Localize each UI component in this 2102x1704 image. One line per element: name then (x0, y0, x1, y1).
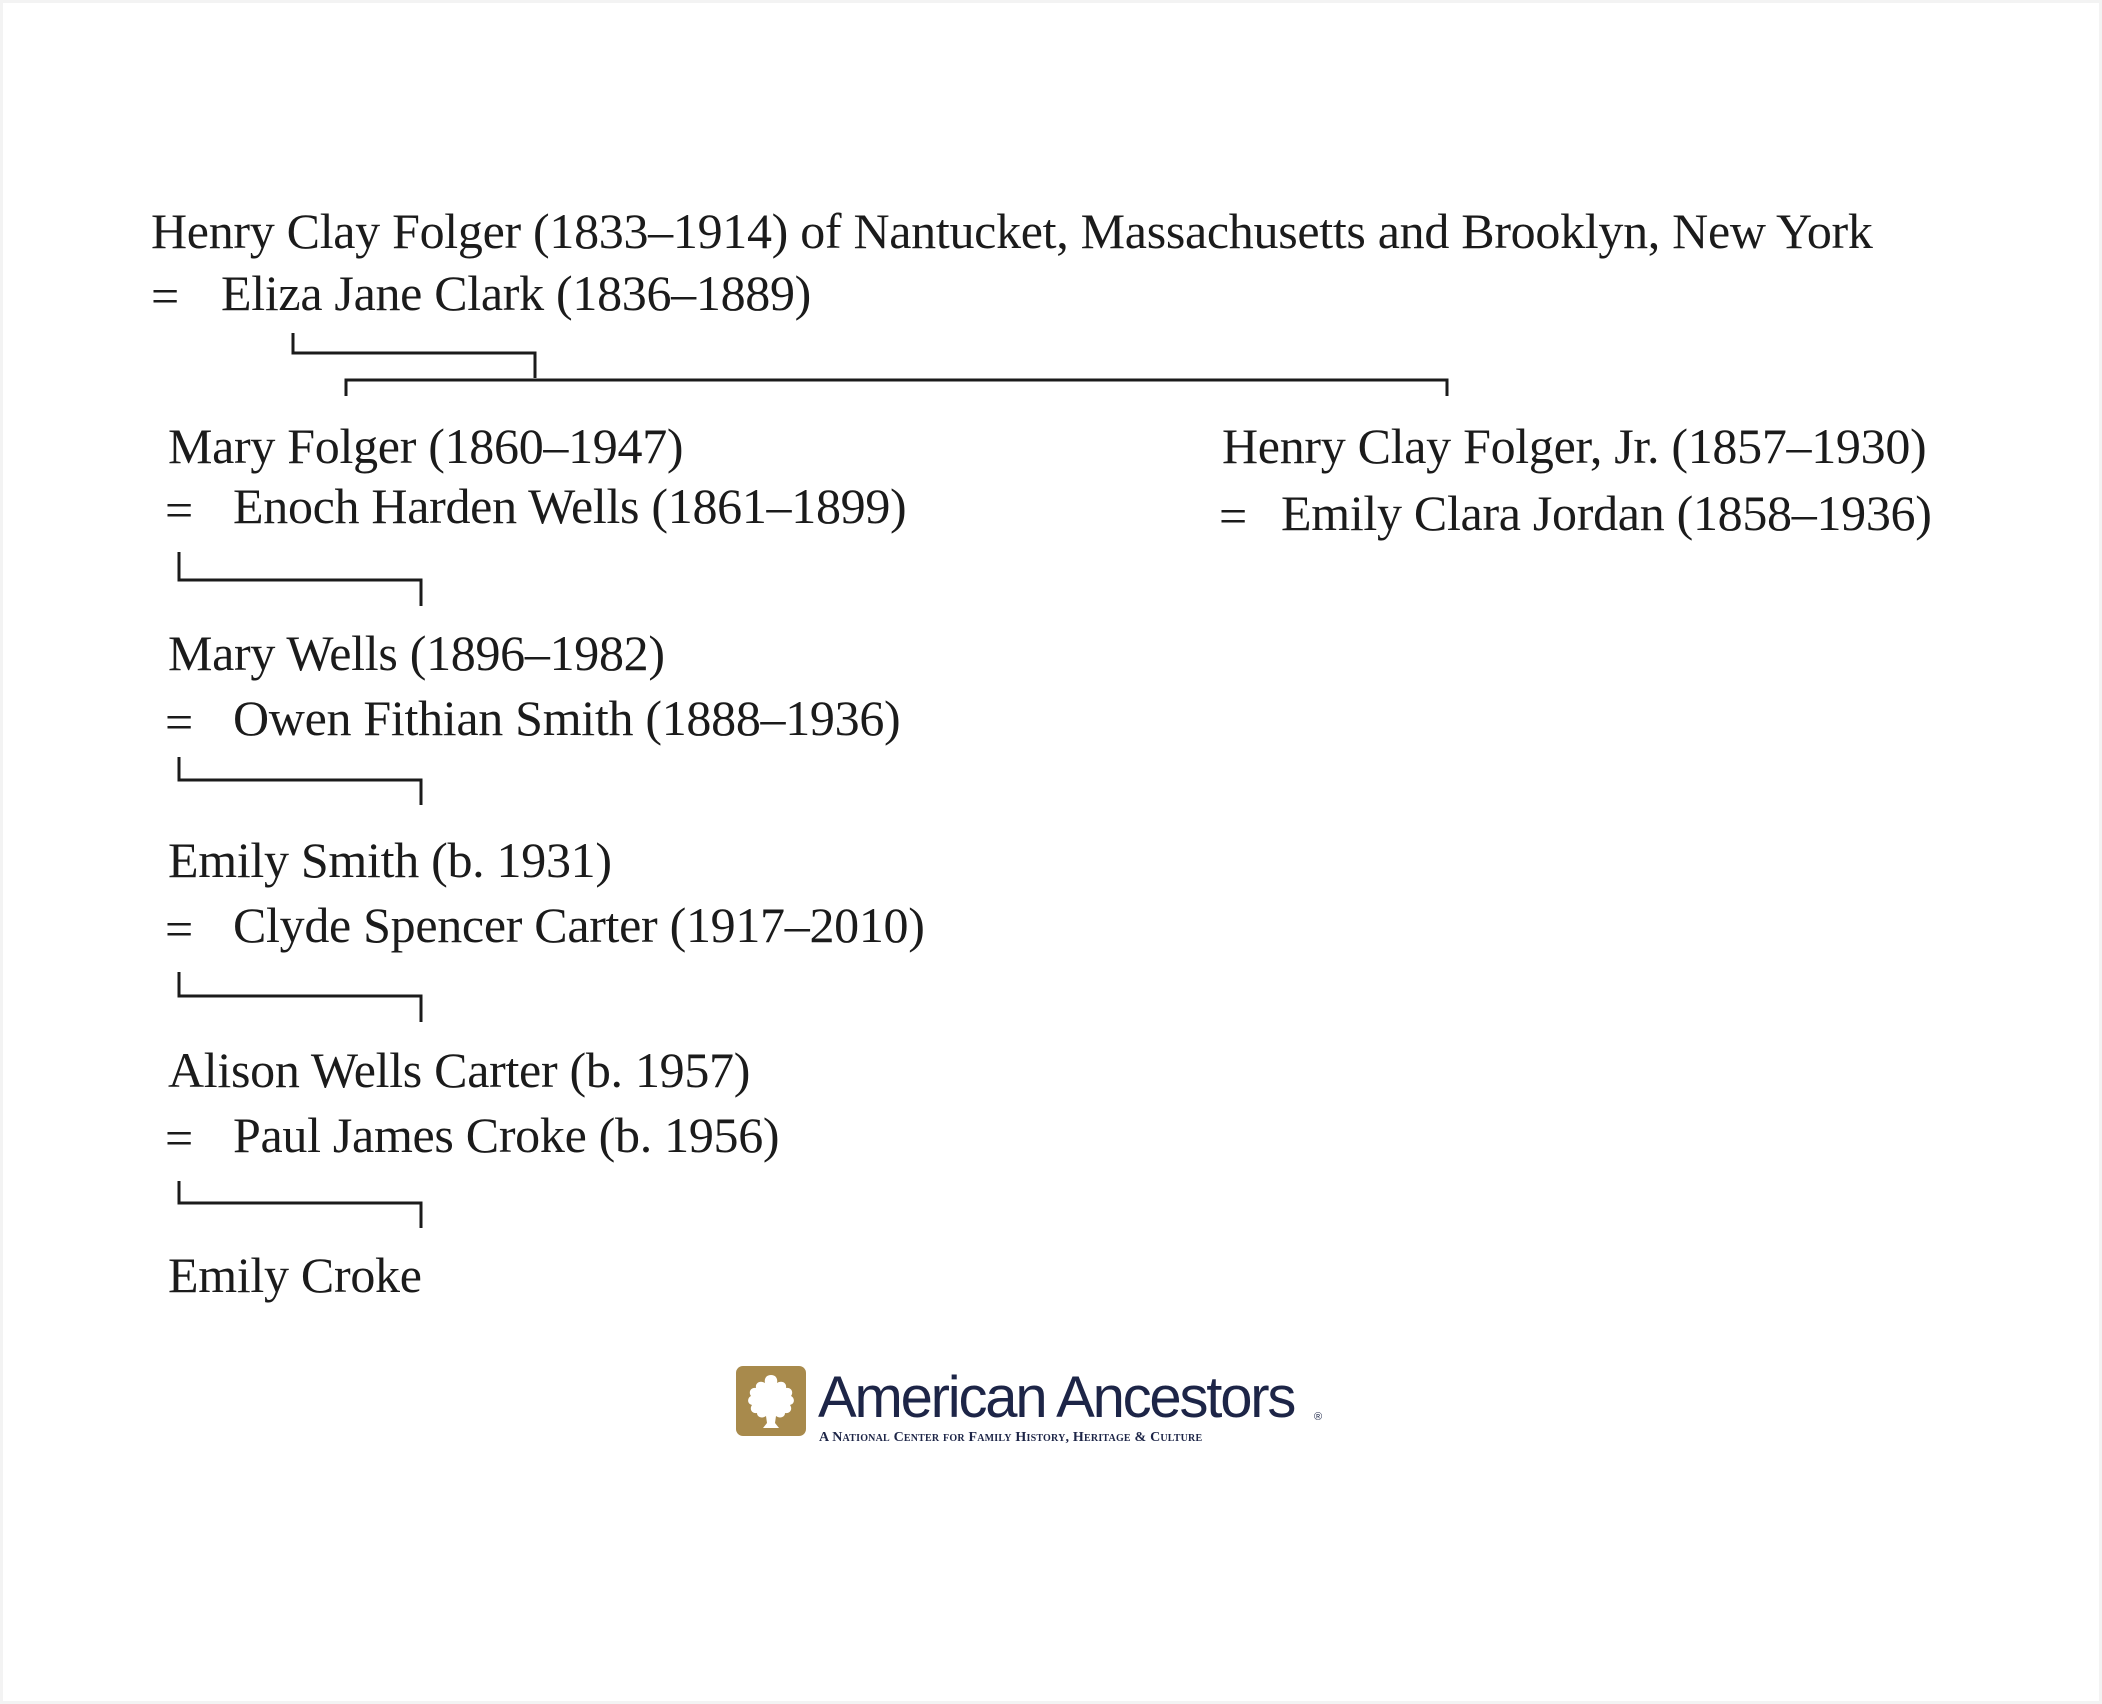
connector-gen-5 (179, 1181, 421, 1228)
sibling-bar (346, 380, 1447, 396)
gen3-spouse: Clyde Spencer Carter (1917–2010) (233, 897, 925, 953)
right-person: Henry Clay Folger, Jr. (1857–1930) (1222, 418, 1927, 474)
gen4-person: Alison Wells Carter (b. 1957) (168, 1042, 751, 1098)
marriage-symbol: = (1219, 488, 1248, 544)
connector-gen-3 (179, 757, 421, 805)
brand-name: American Ancestors (818, 1365, 1295, 1430)
genealogy-chart (3, 3, 2099, 1701)
gen5-person: Emily Croke (168, 1247, 422, 1303)
connector-gen-4 (179, 972, 421, 1022)
american-ancestors-logo (736, 1366, 1326, 1446)
marriage-symbol: = (165, 901, 194, 957)
gen1-spouse: Enoch Harden Wells (1861–1899) (233, 478, 907, 534)
gen1-person: Mary Folger (1860–1947) (168, 418, 684, 474)
gen4-spouse: Paul James Croke (b. 1956) (233, 1107, 780, 1163)
gen2-spouse: Owen Fithian Smith (1888–1936) (233, 690, 901, 746)
marriage-symbol: = (165, 482, 194, 538)
connector-root (293, 333, 535, 378)
marriage-symbol: = (165, 694, 194, 750)
gen2-person: Mary Wells (1896–1982) (168, 625, 665, 681)
root-person: Henry Clay Folger (1833–1914) of Nantucket, Massachusetts and Brooklyn, New York (151, 203, 1873, 259)
connector-gen-2 (179, 552, 421, 606)
marriage-symbol: = (151, 268, 180, 324)
marriage-symbol: = (165, 1110, 194, 1166)
brand-tagline: A National Center for Family History, Heritage & Culture (819, 1430, 1203, 1445)
root-spouse: Eliza Jane Clark (1836–1889) (221, 265, 812, 321)
right-spouse: Emily Clara Jordan (1858–1936) (1281, 485, 1932, 541)
registered-mark: ® (1314, 1411, 1323, 1423)
gen3-person: Emily Smith (b. 1931) (168, 832, 612, 888)
oak-leaf-icon (736, 1366, 806, 1436)
